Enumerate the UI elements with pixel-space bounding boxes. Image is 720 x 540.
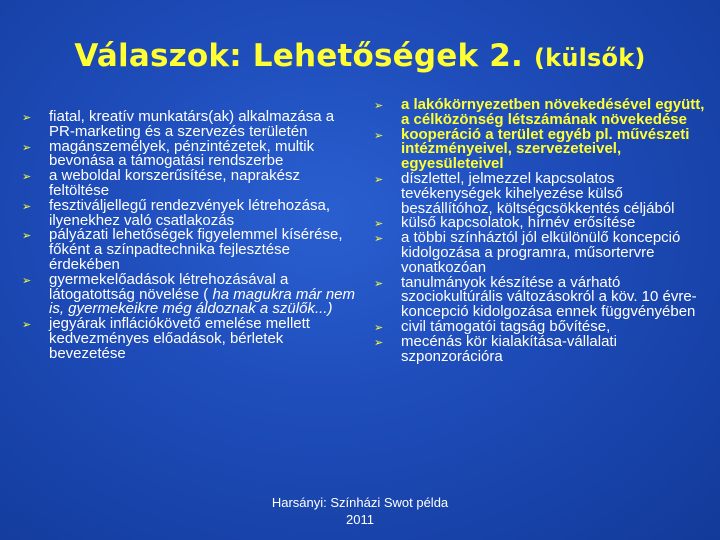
list-item-text: gyermekelőadások létrehozásával a látogatottság növelése (	[49, 270, 289, 303]
list-item-text: mecénás kör kialakítása-vállalati szponzorációra	[401, 332, 617, 365]
arrowhead-bullet-icon: ➢	[22, 318, 32, 332]
list-item-text: a weboldal korszerűsítése, naprakész feltöltése	[49, 167, 300, 199]
list-item	[22, 110, 357, 140]
arrowhead-bullet-icon: ➢	[22, 199, 32, 213]
list-item	[374, 273, 710, 321]
arrowhead-bullet-icon: ➢	[374, 335, 384, 349]
list-item	[22, 137, 357, 170]
right-bullet-list	[374, 98, 710, 364]
footer-year: 2011	[346, 512, 374, 527]
arrowhead-bullet-icon: ➢	[22, 273, 32, 287]
arrowhead-bullet-icon: ➢	[374, 172, 384, 186]
list-item-text: a többi színháztól jól elkülönülő koncepció kidolgozása a programra, műsortervre vonatkozóan	[401, 229, 681, 276]
list-item	[22, 317, 357, 361]
arrowhead-bullet-icon: ➢	[374, 128, 384, 142]
list-item-text: fesztiváljellegű rendezvények létrehozása, ilyenekhez való csatlakozás	[49, 196, 330, 229]
arrowhead-bullet-icon: ➢	[374, 276, 384, 290]
list-item-highlight	[374, 125, 710, 173]
arrowhead-bullet-icon: ➢	[22, 229, 32, 243]
arrowhead-bullet-icon: ➢	[374, 232, 384, 246]
list-item-italic-text: ha magukra már nem is, gyermekeikre még áldoznak a szülők...)	[49, 285, 356, 318]
arrowhead-bullet-icon: ➢	[22, 111, 32, 124]
list-item-text: civil támogatói tagság bővítése,	[401, 317, 611, 335]
arrowhead-bullet-icon: ➢	[374, 320, 384, 334]
slide-title-main: Válaszok: Lehetőségek 2.	[74, 38, 524, 74]
footer-source: Harsányi: Színházi Swot példa	[271, 495, 449, 510]
list-item	[22, 270, 357, 318]
list-item-highlight	[374, 98, 710, 128]
list-item-text: külső kapcsolatok, hírnév erősítése	[401, 214, 636, 232]
list-item-text: pályázati lehetőségek figyelemmel kísérése, főként a színpadtechnika fejlesztése érdekében	[49, 226, 343, 273]
slide-title-sub: (külsők)	[534, 44, 646, 72]
arrowhead-bullet-icon: ➢	[374, 217, 384, 231]
slide-footer	[200, 494, 520, 528]
list-item	[22, 228, 357, 272]
list-item-text: a lakókörnyezetben növekedésével együtt, a célközönség létszámának növekedése	[401, 96, 705, 128]
list-item	[374, 169, 710, 217]
slide-title	[0, 38, 720, 74]
list-item	[22, 169, 357, 199]
arrowhead-bullet-icon: ➢	[22, 170, 32, 184]
arrowhead-bullet-icon: ➢	[374, 99, 384, 112]
list-item-text: díszlettel, jelmezzel kapcsolatos tevékenységek kihelyezése külső beszállítóhoz, költségcsökkentés céljából	[401, 169, 675, 217]
list-item	[22, 196, 357, 229]
left-bullet-list	[22, 110, 357, 362]
list-item-text: kooperáció a terület egyéb pl. művészeti intézményeivel, szervezeteivel, egyesületeivel	[401, 125, 690, 173]
list-item-text: tanulmányok készítése a várható szociokultúrális változásokról a köv. 10 évre- koncepció kidolgozása ennek függvényében	[401, 273, 697, 321]
list-item-text: fiatal, kreatív munkatárs(ak) alkalmazása a PR-marketing és a szervezés területén	[49, 108, 335, 140]
arrowhead-bullet-icon: ➢	[22, 140, 32, 154]
list-item	[374, 332, 710, 365]
list-item	[374, 231, 710, 275]
list-item-text: jegyárak inflációkövető emelése mellett kedvezményes előadások, bérletek bevezetése	[49, 315, 310, 362]
list-item-text: magánszemélyek, pénzintézetek, multik bevonása a támogatási rendszerbe	[49, 137, 315, 170]
